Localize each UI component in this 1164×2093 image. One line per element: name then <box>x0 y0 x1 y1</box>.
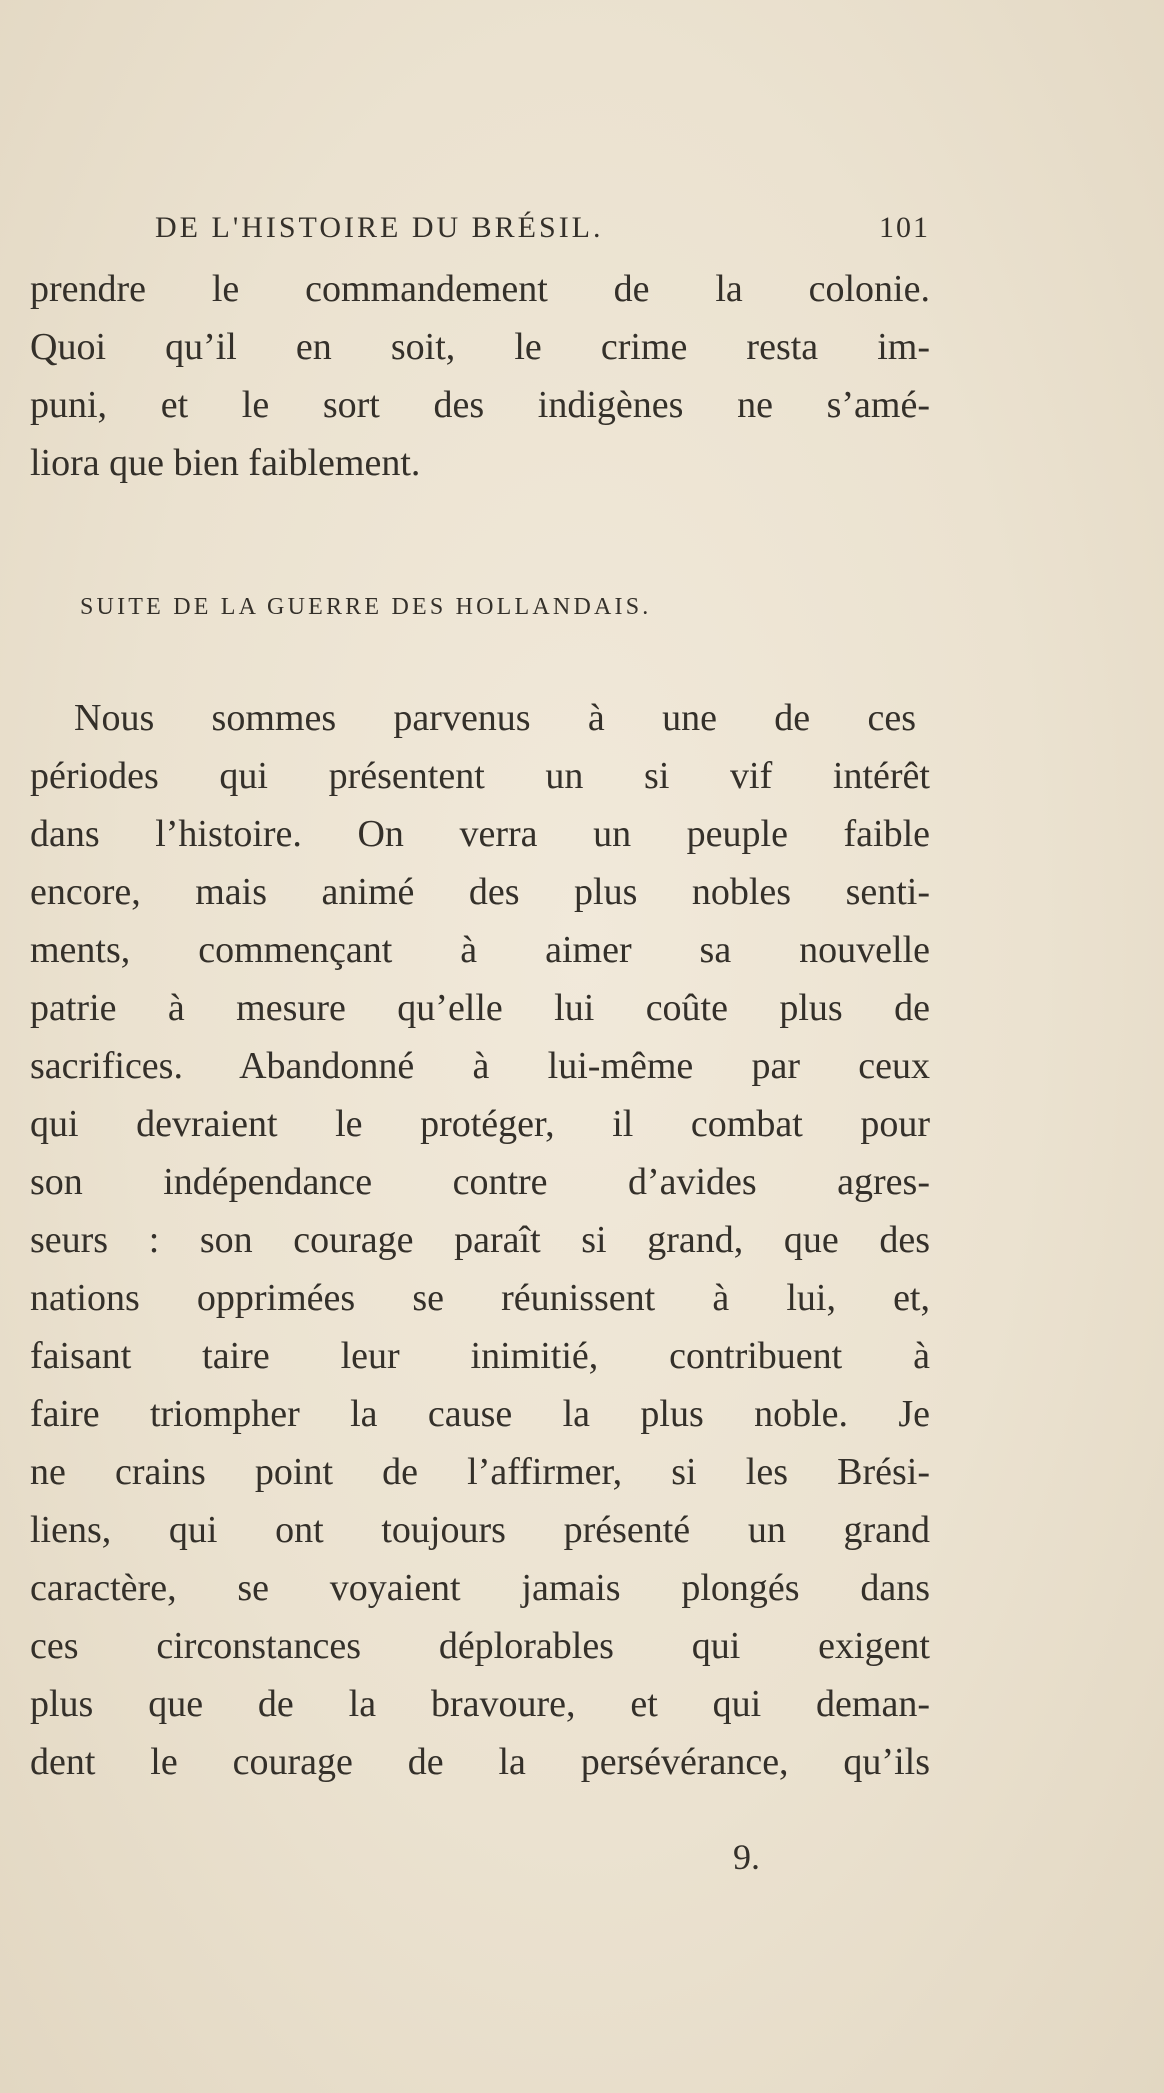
text-line: liora que bien faiblement. <box>30 442 421 484</box>
text-line: ces circonstances déplorables qui exigent <box>30 1625 930 1667</box>
text-line: prendre le commandement de la colonie. <box>30 268 930 310</box>
text-line: ments, commençant à aimer sa nouvelle <box>30 929 930 971</box>
text-line: Nous sommes parvenus à une de ces <box>74 697 916 739</box>
section-heading: SUITE DE LA GUERRE DES HOLLANDAIS. <box>80 594 652 620</box>
text-line: faisant taire leur inimitié, contribuent à <box>30 1335 930 1377</box>
text-line: faire triompher la cause la plus noble. Je <box>30 1393 930 1435</box>
text-line: plus que de la bravoure, et qui deman- <box>30 1683 930 1725</box>
text-line: dent le courage de la persévérance, qu’ils <box>30 1741 930 1783</box>
text-line: encore, mais animé des plus nobles senti- <box>30 871 930 913</box>
text-line: ne crains point de l’affirmer, si les Brési- <box>30 1451 930 1493</box>
text-line: liens, qui ont toujours présenté un grand <box>30 1509 930 1551</box>
running-head-title: DE L'HISTOIRE DU BRÉSIL. <box>155 211 604 244</box>
text-line: nations opprimées se réunissent à lui, et, <box>30 1277 930 1319</box>
text-line: dans l’histoire. On verra un peuple faible <box>30 813 930 855</box>
text-line: sacrifices. Abandonné à lui-même par ceux <box>30 1045 930 1087</box>
text-line: son indépendance contre d’avides agres- <box>30 1161 930 1203</box>
text-line: seurs : son courage paraît si grand, que des <box>30 1219 930 1261</box>
text-line: périodes qui présentent un si vif intérêt <box>30 755 930 797</box>
page-number: 101 <box>879 211 930 244</box>
text-line: caractère, se voyaient jamais plongés dans <box>30 1567 930 1609</box>
text-line: patrie à mesure qu’elle lui coûte plus de <box>30 987 930 1029</box>
signature-mark: 9. <box>733 1837 760 1877</box>
text-line: qui devraient le protéger, il combat pour <box>30 1103 930 1145</box>
text-line: Quoi qu’il en soit, le crime resta im- <box>30 326 930 368</box>
text-line: puni, et le sort des indigènes ne s’amé- <box>30 384 930 426</box>
